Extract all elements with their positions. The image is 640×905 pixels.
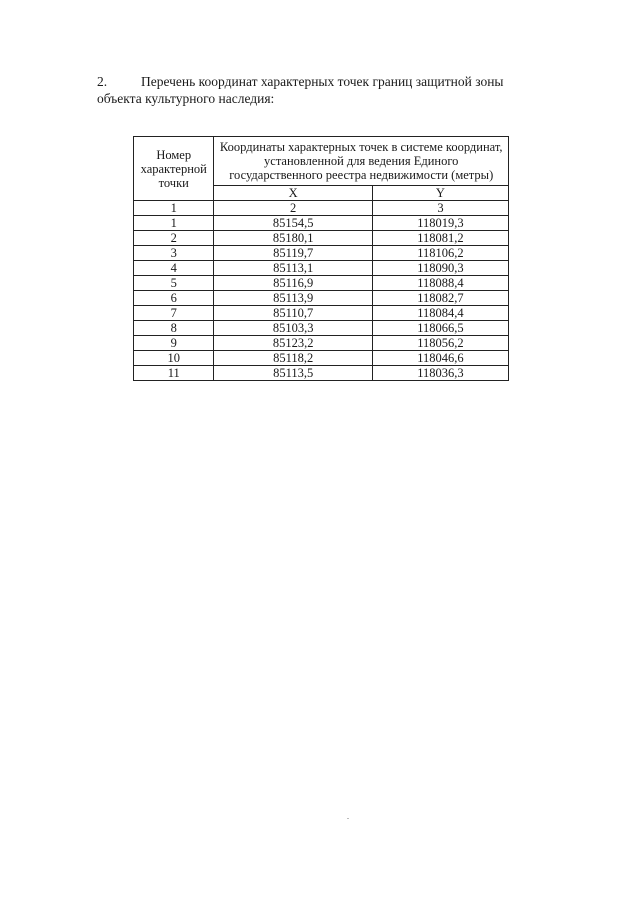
x-coordinate-cell: 85180,1 <box>214 231 372 246</box>
coordinates-table <box>133 136 509 381</box>
x-coordinate-cell: 85110,7 <box>214 306 372 321</box>
table-row <box>134 366 509 381</box>
table-row <box>134 336 509 351</box>
x-coordinate-cell: 85118,2 <box>214 351 372 366</box>
x-coordinate-cell: 85103,3 <box>214 321 372 336</box>
table-row <box>134 246 509 261</box>
table-row <box>134 216 509 231</box>
table-row <box>134 306 509 321</box>
table-row <box>134 351 509 366</box>
section-number: 2. <box>97 74 108 89</box>
x-coordinate-cell: 85113,1 <box>214 261 372 276</box>
point-number-cell: 5 <box>134 276 214 291</box>
y-coordinate-cell: 118106,2 <box>372 246 508 261</box>
x-coordinate-cell: 85113,9 <box>214 291 372 306</box>
table-row <box>134 276 509 291</box>
y-coordinate-cell: 118056,2 <box>372 336 508 351</box>
point-number-header: Номер характерной точки <box>134 137 214 201</box>
column-number-1: 1 <box>134 201 214 216</box>
y-coordinate-cell: 118090,3 <box>372 261 508 276</box>
scan-speck <box>347 818 349 819</box>
y-coordinate-cell: 118088,4 <box>372 276 508 291</box>
x-coordinate-cell: 85123,2 <box>214 336 372 351</box>
x-header: X <box>214 186 372 201</box>
column-number-2: 2 <box>214 201 372 216</box>
coordinates-header: Координаты характерных точек в системе координат, установленной для ведения Единого государственного реестра недвижимости (метры) <box>214 137 509 186</box>
column-number-3: 3 <box>372 201 508 216</box>
point-number-cell: 6 <box>134 291 214 306</box>
point-number-cell: 7 <box>134 306 214 321</box>
x-coordinate-cell: 85154,5 <box>214 216 372 231</box>
table-row <box>134 291 509 306</box>
table-row <box>134 231 509 246</box>
y-coordinate-cell: 118019,3 <box>372 216 508 231</box>
y-coordinate-cell: 118084,4 <box>372 306 508 321</box>
point-number-cell: 8 <box>134 321 214 336</box>
point-number-cell: 3 <box>134 246 214 261</box>
table-body <box>134 216 509 381</box>
point-number-cell: 10 <box>134 351 214 366</box>
y-coordinate-cell: 118036,3 <box>372 366 508 381</box>
y-coordinate-cell: 118081,2 <box>372 231 508 246</box>
x-coordinate-cell: 85119,7 <box>214 246 372 261</box>
y-coordinate-cell: 118066,5 <box>372 321 508 336</box>
table-row <box>134 261 509 276</box>
point-number-cell: 4 <box>134 261 214 276</box>
section-heading <box>97 73 547 107</box>
x-coordinate-cell: 85113,5 <box>214 366 372 381</box>
y-coordinate-cell: 118046,6 <box>372 351 508 366</box>
point-number-cell: 1 <box>134 216 214 231</box>
x-coordinate-cell: 85116,9 <box>214 276 372 291</box>
y-header: Y <box>372 186 508 201</box>
point-number-cell: 11 <box>134 366 214 381</box>
y-coordinate-cell: 118082,7 <box>372 291 508 306</box>
point-number-cell: 9 <box>134 336 214 351</box>
table-row <box>134 321 509 336</box>
point-number-cell: 2 <box>134 231 214 246</box>
section-title: Перечень координат характерных точек границ защитной зоны объекта культурного наследия: <box>97 74 504 106</box>
